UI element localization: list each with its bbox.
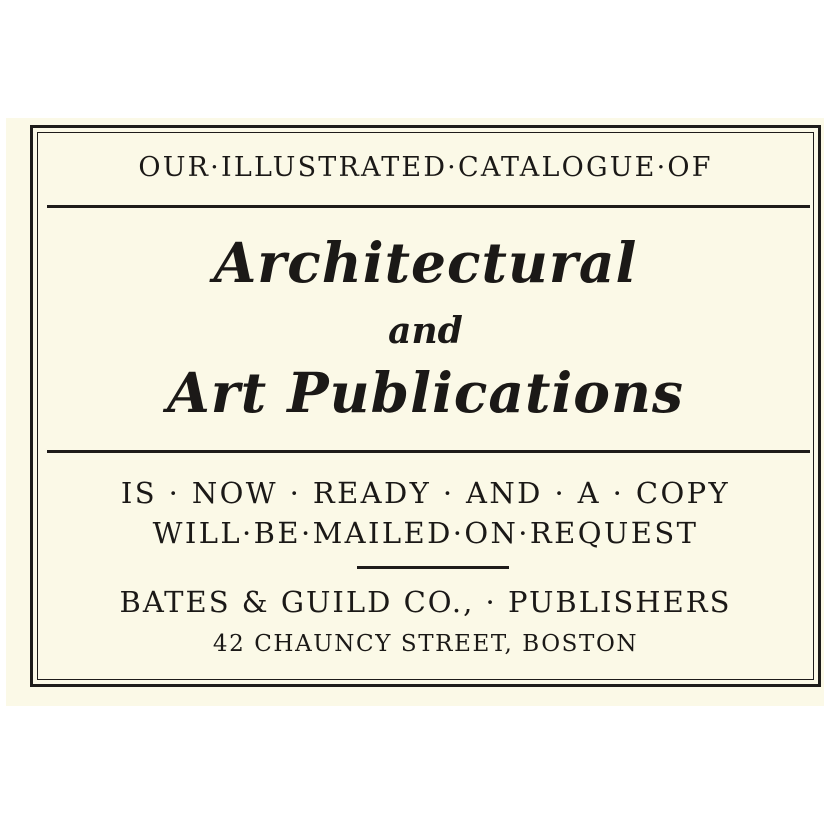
body-line-2: WILL·BE·MAILED·ON·REQUEST (152, 516, 699, 550)
title-and: and (388, 310, 463, 352)
headline: OUR·ILLUSTRATED·CATALOGUE·OF (138, 152, 713, 183)
body-line-1: IS · NOW · READY · AND · A · COPY (120, 476, 731, 510)
publisher-line: BATES & GUILD CO., · PUBLISHERS (119, 585, 732, 619)
top-divider (47, 205, 810, 208)
short-divider (357, 566, 509, 569)
address-line: 42 CHAUNCY STREET, BOSTON (212, 631, 639, 657)
title-architectural: Architectural (213, 230, 638, 295)
middle-divider (47, 450, 810, 453)
title-art-publications: Art Publications (167, 360, 684, 425)
